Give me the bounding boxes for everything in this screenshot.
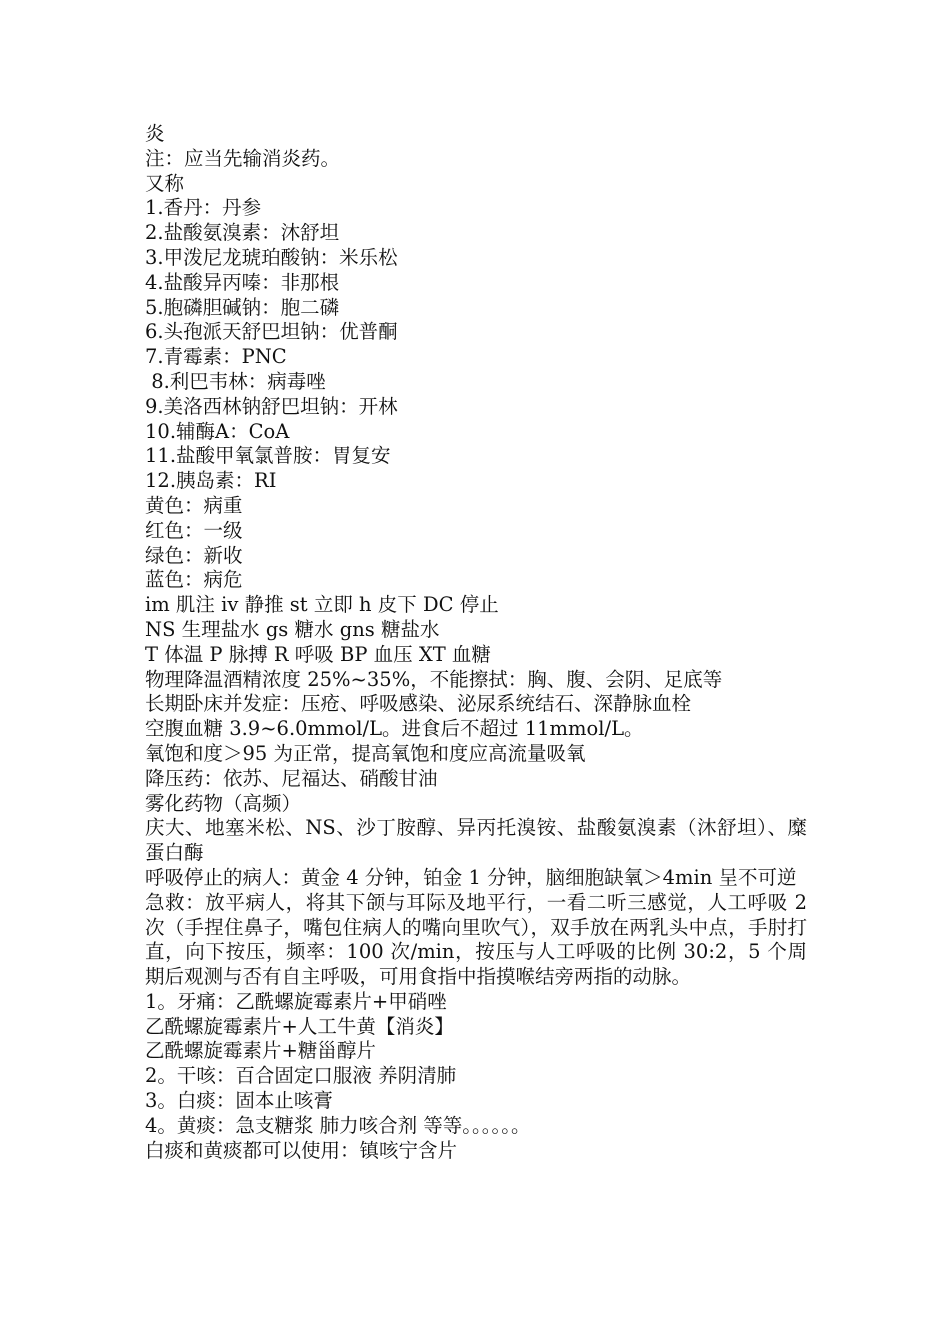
abbreviation-line: T 体温 P 脉搏 R 呼吸 BP 血压 XT 血糖 [145, 642, 491, 666]
alias-item: 3.甲泼尼龙琥珀酸钠：米乐松 [145, 245, 398, 269]
color-code-item: 蓝色：病危 [145, 568, 243, 592]
alias-item: 7.青霉素：PNC [145, 345, 287, 369]
remedy-line: 乙酰螺旋霉素片+糖甾醇片 [145, 1039, 376, 1063]
alias-item: 5.胞磷胆碱钠：胞二磷 [145, 295, 340, 319]
color-code-item: 红色：一级 [145, 518, 243, 542]
color-code-item: 黄色：病重 [145, 493, 243, 517]
abbreviation-line: im 肌注 iv 静推 st 立即 h 皮下 DC 停止 [145, 593, 499, 617]
nebulizer-drug-list: 庆大、地塞米松、NS、沙丁胺醇、异丙托溴铵、盐酸氨溴素（沐舒坦）、糜蛋白酶 [145, 816, 807, 865]
note-line: 注：应当先输消炎药。 [145, 146, 341, 170]
alias-item: 11.盐酸甲氧氯普胺：胃复安 [145, 444, 391, 468]
remedy-line: 4。黄痰：急支糖浆 肺力咳合剂 等等。。。。。。 [145, 1113, 531, 1137]
text-line: 氧饱和度＞95 为正常，提高氧饱和度应高流量吸氧 [145, 741, 586, 765]
alias-item: 9.美洛西林钠舒巴坦钠：开林 [145, 394, 398, 418]
section-heading-nebulizer: 雾化药物（高频） [145, 791, 302, 815]
alias-item: 2.盐酸氨溴素：沐舒坦 [145, 221, 340, 245]
document-body [145, 122, 807, 1163]
alias-item: 4.盐酸异丙嗪：非那根 [145, 270, 340, 294]
text-line: 降压药：依苏、尼福达、硝酸甘油 [145, 766, 438, 790]
first-aid-paragraph: 急救：放平病人，将其下颌与耳际及地平行，一看二听三感觉，人工呼吸 2 次（手捏住鼻子，嘴包住病人的嘴向里吹气），双手放在两乳头中点，手肘打直，向下按压，频率：100 次/min，按压与人工呼吸的比例 30:2，5 个周期后观测与否有自主呼吸，可用食指中指摸喉结旁两指的动脉。 [145, 890, 807, 989]
remedy-line: 1。牙痛：乙酰螺旋霉素片+甲硝唑 [145, 989, 447, 1013]
section-heading-aliases: 又称 [145, 171, 185, 195]
text-line: 长期卧床并发症：压疮、呼吸感染、泌尿系统结石、深静脉血栓 [145, 692, 692, 716]
alias-item: 8.利巴韦林：病毒唑 [145, 369, 326, 393]
remedy-line: 3。白痰：固本止咳膏 [145, 1089, 333, 1113]
color-code-item: 绿色：新收 [145, 543, 243, 567]
respiratory-arrest-note: 呼吸停止的病人：黄金 4 分钟，铂金 1 分钟，脑细胞缺氧＞4min 呈不可逆 [145, 865, 797, 889]
alias-item: 6.头孢派天舒巴坦钠：优普酮 [145, 320, 398, 344]
text-line: 炎 [145, 122, 165, 145]
abbreviation-line: NS 生理盐水 gs 糖水 gns 糖盐水 [145, 617, 440, 641]
remedy-line: 白痰和黄痰都可以使用：镇咳宁含片 [145, 1138, 458, 1162]
remedy-line: 乙酰螺旋霉素片+人工牛黄【消炎】 [145, 1014, 454, 1038]
remedy-line: 2。干咳：百合固定口服液 养阴清肺 [145, 1064, 457, 1088]
text-line: 空腹血糖 3.9~6.0mmol/L。进食后不超过 11mmol/L。 [145, 717, 644, 741]
text-line: 物理降温酒精浓度 25%~35%，不能擦拭：胸、腹、会阴、足底等 [145, 667, 723, 691]
alias-item: 12.胰岛素：RI [145, 469, 277, 493]
alias-item: 1.香丹：丹参 [145, 196, 262, 220]
alias-item: 10.辅酶A：CoA [145, 419, 290, 443]
